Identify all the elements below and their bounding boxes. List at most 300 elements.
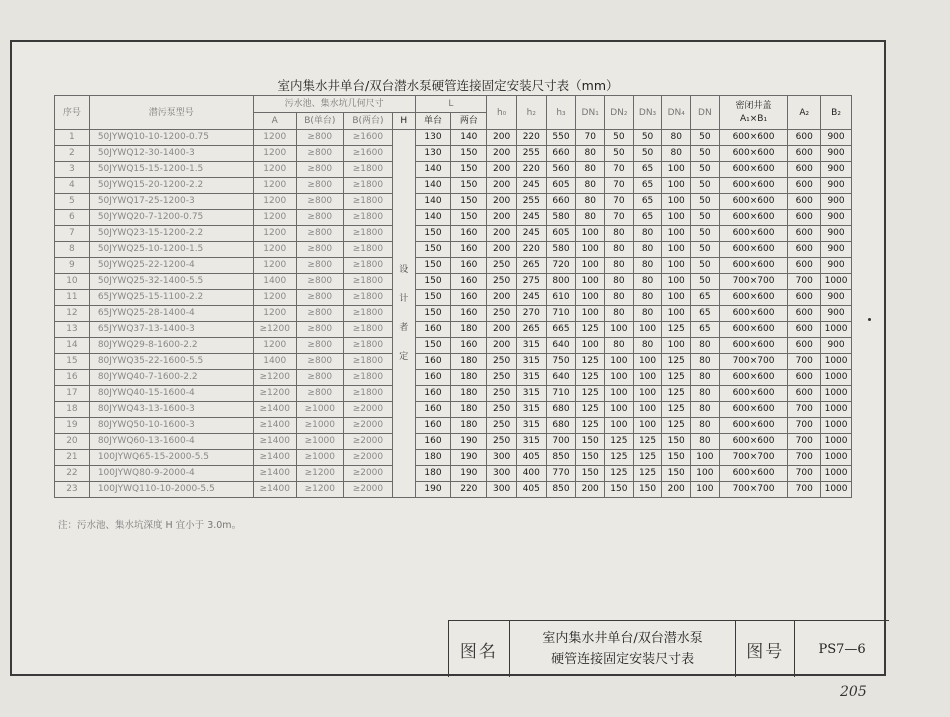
table-cell: 125 <box>576 386 605 402</box>
cell-pit-dim: 1200 <box>253 146 296 162</box>
cell-pit-dim: ≥800 <box>296 338 343 354</box>
table-cell: 600 <box>788 386 821 402</box>
table-cell: 150 <box>415 258 451 274</box>
table-cell: 255 <box>516 146 546 162</box>
table-cell: 200 <box>487 178 517 194</box>
spec-table <box>54 95 852 498</box>
table-cell: 600×600 <box>719 434 788 450</box>
table-cell: 600×600 <box>719 306 788 322</box>
table-cell: 200 <box>487 146 517 162</box>
table-cell: 150 <box>605 482 634 498</box>
table-cell: 700 <box>788 482 821 498</box>
table-cell: 80 <box>633 338 662 354</box>
table-cell: 160 <box>415 386 451 402</box>
table-cell: 150 <box>415 290 451 306</box>
drawing-name <box>542 628 702 670</box>
col-seq: 序号 <box>55 96 90 130</box>
col-H: H <box>393 113 416 130</box>
table-cell: 100 <box>662 338 691 354</box>
table-cell: 125 <box>633 450 662 466</box>
table-cell: 125 <box>662 354 691 370</box>
table-cell: 680 <box>546 402 576 418</box>
table-cell: 125 <box>662 370 691 386</box>
col-cover-line2: A₁×B₁ <box>739 113 768 124</box>
table-cell: 100 <box>662 274 691 290</box>
table-cell: 50 <box>691 178 720 194</box>
col-dn1: DN₁ <box>576 96 605 130</box>
cell-model: 50JYWQ25-32-1400-5.5 <box>89 274 253 290</box>
table-title: 室内集水井单台/双台潜水泵硬管连接固定安装尺寸表（mm） <box>277 78 619 93</box>
drawing-number: PS7—6 <box>818 641 866 657</box>
table-cell: 1000 <box>821 354 852 370</box>
cell-pit-dim: ≥800 <box>296 258 343 274</box>
table-cell: 600×600 <box>719 242 788 258</box>
table-cell: 150 <box>576 466 605 482</box>
cell-pit-dim: 1200 <box>253 130 296 146</box>
table-cell: 80 <box>576 210 605 226</box>
table-cell: 160 <box>451 290 487 306</box>
col-h2: h₂ <box>516 96 546 130</box>
cell-pit-dim: ≥1400 <box>253 418 296 434</box>
drawing-name-line1: 室内集水井单台/双台潜水泵 <box>542 631 703 646</box>
table-cell: 50 <box>691 130 720 146</box>
table-cell: 100 <box>662 306 691 322</box>
table-row <box>55 402 852 418</box>
table-body <box>55 130 852 498</box>
table-cell: 80 <box>605 274 634 290</box>
table-cell: 150 <box>662 450 691 466</box>
table-cell: 660 <box>546 194 576 210</box>
table-cell: 250 <box>487 434 517 450</box>
table-cell: 1000 <box>821 418 852 434</box>
cell-seq: 11 <box>55 290 90 306</box>
cell-pit-dim: ≥1800 <box>343 338 392 354</box>
cell-pit-dim: ≥1000 <box>296 434 343 450</box>
table-cell: 900 <box>821 338 852 354</box>
cell-model: 80JYWQ40-7-1600-2.2 <box>89 370 253 386</box>
table-cell: 100 <box>576 274 605 290</box>
cell-pit-dim: 1200 <box>253 226 296 242</box>
cell-pit-dim: ≥1800 <box>343 370 392 386</box>
table-cell: 245 <box>516 226 546 242</box>
table-cell: 1000 <box>821 274 852 290</box>
cell-pit-dim: ≥1800 <box>343 178 392 194</box>
table-cell: 80 <box>691 354 720 370</box>
table-cell: 50 <box>605 130 634 146</box>
table-cell: 50 <box>691 226 720 242</box>
cell-pit-dim: ≥800 <box>296 290 343 306</box>
table-note: 注：污水池、集水坑深度 H 宜小于 3.0m。 <box>58 520 242 531</box>
table-cell: 150 <box>633 482 662 498</box>
table-cell: 125 <box>576 418 605 434</box>
cell-pit-dim: ≥2000 <box>343 450 392 466</box>
cell-seq: 10 <box>55 274 90 290</box>
table-row <box>55 146 852 162</box>
table-cell: 600 <box>788 258 821 274</box>
cell-pit-dim: ≥1200 <box>296 466 343 482</box>
table-cell: 150 <box>662 466 691 482</box>
cell-seq: 8 <box>55 242 90 258</box>
cell-pit-dim: ≥1800 <box>343 242 392 258</box>
table-cell: 100 <box>576 226 605 242</box>
cell-pit-dim: ≥1800 <box>343 354 392 370</box>
cell-seq: 6 <box>55 210 90 226</box>
table-cell: 200 <box>576 482 605 498</box>
table-cell: 125 <box>576 370 605 386</box>
cell-seq: 17 <box>55 386 90 402</box>
cell-pit-dim: ≥800 <box>296 242 343 258</box>
table-cell: 600×600 <box>719 418 788 434</box>
table-cell: 250 <box>487 418 517 434</box>
cell-pit-dim: ≥2000 <box>343 434 392 450</box>
table-cell: 750 <box>546 354 576 370</box>
table-cell: 600×600 <box>719 194 788 210</box>
table-cell: 150 <box>451 178 487 194</box>
table-cell: 710 <box>546 386 576 402</box>
cell-model: 100JYWQ65-15-2000-5.5 <box>89 450 253 466</box>
table-cell: 600 <box>788 130 821 146</box>
cell-pit-dim: ≥1200 <box>296 482 343 498</box>
table-cell: 190 <box>451 450 487 466</box>
col-cover-line1: 密闭井盖 <box>735 100 772 111</box>
cell-seq: 22 <box>55 466 90 482</box>
table-cell: 65 <box>633 178 662 194</box>
cell-pit-dim: ≥2000 <box>343 402 392 418</box>
table-row <box>55 434 852 450</box>
table-cell: 150 <box>576 450 605 466</box>
table-row <box>55 418 852 434</box>
table-cell: 1000 <box>821 482 852 498</box>
table-cell: 80 <box>633 226 662 242</box>
table-row <box>55 226 852 242</box>
cell-seq: 3 <box>55 162 90 178</box>
table-cell: 100 <box>605 386 634 402</box>
cell-pit-dim: ≥800 <box>296 354 343 370</box>
table-cell: 600 <box>788 226 821 242</box>
table-cell: 50 <box>691 210 720 226</box>
cell-seq: 23 <box>55 482 90 498</box>
table-row <box>55 290 852 306</box>
table-cell: 200 <box>487 290 517 306</box>
table-cell: 700×700 <box>719 354 788 370</box>
col-dn4: DN₄ <box>662 96 691 130</box>
table-cell: 100 <box>633 370 662 386</box>
table-cell: 80 <box>576 194 605 210</box>
cell-seq: 19 <box>55 418 90 434</box>
cell-pit-dim: ≥1200 <box>253 322 296 338</box>
table-cell: 600×600 <box>719 322 788 338</box>
table-cell: 600×600 <box>719 258 788 274</box>
table-cell: 1000 <box>821 466 852 482</box>
table-cell: 125 <box>662 386 691 402</box>
cell-pit-dim: ≥1800 <box>343 162 392 178</box>
table-cell: 700 <box>788 466 821 482</box>
table-cell: 250 <box>487 306 517 322</box>
table-cell: 65 <box>633 210 662 226</box>
cell-pit-dim: 1200 <box>253 290 296 306</box>
table-cell: 900 <box>821 178 852 194</box>
table-cell: 160 <box>415 370 451 386</box>
table-cell: 220 <box>516 162 546 178</box>
table-cell: 665 <box>546 322 576 338</box>
table-cell: 80 <box>691 386 720 402</box>
table-cell: 100 <box>633 354 662 370</box>
table-cell: 50 <box>633 130 662 146</box>
table-cell: 250 <box>487 386 517 402</box>
title-block-name-label: 图名 <box>459 641 498 662</box>
table-cell: 100 <box>605 354 634 370</box>
table-cell: 50 <box>691 162 720 178</box>
table-cell: 125 <box>605 450 634 466</box>
table-cell: 605 <box>546 226 576 242</box>
table-cell: 140 <box>451 130 487 146</box>
col-h0: h₀ <box>487 96 517 130</box>
table-cell: 1000 <box>821 386 852 402</box>
table-cell: 100 <box>576 258 605 274</box>
cell-pit-dim: ≥2000 <box>343 482 392 498</box>
table-cell: 600 <box>788 322 821 338</box>
table-cell: 300 <box>487 466 517 482</box>
table-cell: 80 <box>633 258 662 274</box>
table-row <box>55 242 852 258</box>
cell-seq: 14 <box>55 338 90 354</box>
cell-pit-dim: 1200 <box>253 210 296 226</box>
cell-seq: 5 <box>55 194 90 210</box>
cell-model: 80JYWQ29-8-1600-2.2 <box>89 338 253 354</box>
table-cell: 250 <box>487 402 517 418</box>
table-cell: 250 <box>487 354 517 370</box>
table-cell: 125 <box>576 354 605 370</box>
table-cell: 405 <box>516 450 546 466</box>
table-cell: 400 <box>516 466 546 482</box>
table-cell: 150 <box>576 434 605 450</box>
col-A: A <box>253 113 296 130</box>
table-cell: 50 <box>691 242 720 258</box>
cell-pit-dim: ≥1800 <box>343 210 392 226</box>
table-cell: 80 <box>691 434 720 450</box>
table-row <box>55 130 852 146</box>
table-cell: 80 <box>576 146 605 162</box>
table-cell: 150 <box>415 306 451 322</box>
table-cell: 600 <box>788 338 821 354</box>
cell-pit-dim: ≥800 <box>296 210 343 226</box>
cell-model: 50JYWQ12-30-1400-3 <box>89 146 253 162</box>
table-cell: 125 <box>662 322 691 338</box>
table-cell: 160 <box>451 242 487 258</box>
table-cell: 100 <box>662 242 691 258</box>
cell-model: 50JYWQ15-15-1200-1.5 <box>89 162 253 178</box>
col-dn: DN <box>691 96 720 130</box>
table-cell: 220 <box>516 130 546 146</box>
table-cell: 700 <box>788 274 821 290</box>
cell-seq: 15 <box>55 354 90 370</box>
table-cell: 160 <box>451 258 487 274</box>
cell-pit-dim: ≥2000 <box>343 418 392 434</box>
table-cell: 100 <box>662 210 691 226</box>
table-cell: 640 <box>546 370 576 386</box>
cell-seq: 20 <box>55 434 90 450</box>
table-cell: 600 <box>788 162 821 178</box>
cell-pit-dim: 1200 <box>253 162 296 178</box>
cell-model: 80JYWQ35-22-1600-5.5 <box>89 354 253 370</box>
col-B-double: B(两台) <box>343 113 392 130</box>
table-row <box>55 386 852 402</box>
cell-pit-dim: 1200 <box>253 306 296 322</box>
table-cell: 600 <box>788 146 821 162</box>
table-cell: 315 <box>516 354 546 370</box>
table-cell: 600×600 <box>719 386 788 402</box>
table-row <box>55 354 852 370</box>
table-cell: 1000 <box>821 434 852 450</box>
table-cell: 50 <box>633 146 662 162</box>
table-cell: 100 <box>691 482 720 498</box>
table-cell: 900 <box>821 130 852 146</box>
table-cell: 900 <box>821 306 852 322</box>
title-block <box>448 620 889 677</box>
table-row <box>55 370 852 386</box>
cell-pit-dim: ≥1800 <box>343 386 392 402</box>
table-cell: 315 <box>516 418 546 434</box>
table-cell: 80 <box>605 258 634 274</box>
cell-pit-dim: ≥1400 <box>253 450 296 466</box>
table-cell: 220 <box>516 242 546 258</box>
table-cell: 900 <box>821 162 852 178</box>
table-cell: 125 <box>662 402 691 418</box>
table-row <box>55 482 852 498</box>
table-cell: 600 <box>788 370 821 386</box>
table-cell: 250 <box>487 258 517 274</box>
table-cell: 200 <box>487 194 517 210</box>
cell-seq: 4 <box>55 178 90 194</box>
table-cell: 600×600 <box>719 370 788 386</box>
table-cell: 160 <box>451 226 487 242</box>
col-model: 潜污泵型号 <box>89 96 253 130</box>
table-cell: 200 <box>487 210 517 226</box>
table-cell: 70 <box>605 194 634 210</box>
cell-pit-dim: ≥1400 <box>253 434 296 450</box>
cell-pit-dim: ≥800 <box>296 386 343 402</box>
table-cell: 640 <box>546 338 576 354</box>
table-cell: 125 <box>633 466 662 482</box>
cell-pit-dim: ≥1400 <box>253 482 296 498</box>
table-cell: 150 <box>415 242 451 258</box>
cell-seq: 1 <box>55 130 90 146</box>
table-cell: 770 <box>546 466 576 482</box>
table-cell: 1000 <box>821 322 852 338</box>
cell-pit-dim: 1200 <box>253 194 296 210</box>
table-cell: 220 <box>451 482 487 498</box>
cell-pit-dim: ≥1000 <box>296 418 343 434</box>
table-cell: 160 <box>415 354 451 370</box>
table-cell: 80 <box>691 370 720 386</box>
col-pit-dim: 污水池、集水坑几何尺寸 <box>253 96 415 113</box>
cell-model: 80JYWQ60-13-1600-4 <box>89 434 253 450</box>
table-cell: 600×600 <box>719 146 788 162</box>
page-number: 205 <box>840 684 867 700</box>
table-cell: 245 <box>516 210 546 226</box>
table-cell: 580 <box>546 210 576 226</box>
table-cell: 700×700 <box>719 274 788 290</box>
table-cell: 900 <box>821 226 852 242</box>
table-cell: 900 <box>821 290 852 306</box>
table-cell: 250 <box>487 274 517 290</box>
table-cell: 600 <box>788 242 821 258</box>
table-cell: 150 <box>415 338 451 354</box>
table-cell: 720 <box>546 258 576 274</box>
table-cell: 125 <box>662 418 691 434</box>
table-cell: 680 <box>546 418 576 434</box>
table-cell: 275 <box>516 274 546 290</box>
table-cell: 80 <box>605 306 634 322</box>
table-row <box>55 306 852 322</box>
col-a2: A₂ <box>788 96 821 130</box>
cell-model: 80JYWQ50-10-1600-3 <box>89 418 253 434</box>
H-label-char: 计 <box>399 293 409 304</box>
table-cell: 80 <box>633 290 662 306</box>
table-cell: 80 <box>691 402 720 418</box>
table-cell: 125 <box>576 402 605 418</box>
cell-pit-dim: ≥800 <box>296 194 343 210</box>
table-cell: 65 <box>691 322 720 338</box>
cell-seq: 16 <box>55 370 90 386</box>
table-cell: 100 <box>662 178 691 194</box>
cell-model: 50JYWQ25-10-1200-1.5 <box>89 242 253 258</box>
table-cell: 160 <box>415 322 451 338</box>
cell-pit-dim: ≥800 <box>296 178 343 194</box>
cell-pit-dim: ≥1200 <box>253 386 296 402</box>
table-cell: 600 <box>788 178 821 194</box>
table-cell: 100 <box>633 418 662 434</box>
table-cell: 700 <box>788 354 821 370</box>
cell-seq: 18 <box>55 402 90 418</box>
table-cell: 160 <box>415 434 451 450</box>
cell-model: 50JYWQ25-22-1200-4 <box>89 258 253 274</box>
col-h3: h₃ <box>546 96 576 130</box>
table-cell: 700×700 <box>719 482 788 498</box>
table-cell: 900 <box>821 242 852 258</box>
cell-pit-dim: ≥1800 <box>343 274 392 290</box>
table-cell: 600 <box>788 210 821 226</box>
col-dn2: DN₂ <box>605 96 634 130</box>
table-cell: 180 <box>451 370 487 386</box>
cell-model: 50JYWQ20-7-1200-0.75 <box>89 210 253 226</box>
title-block-number-cell <box>795 621 889 677</box>
table-cell: 80 <box>633 274 662 290</box>
table-cell: 150 <box>451 210 487 226</box>
table-cell: 80 <box>662 130 691 146</box>
table-cell: 130 <box>415 146 451 162</box>
table-cell: 700 <box>788 434 821 450</box>
table-cell: 200 <box>487 322 517 338</box>
cell-model: 65JYWQ25-28-1400-4 <box>89 306 253 322</box>
cell-pit-dim: ≥800 <box>296 274 343 290</box>
cell-pit-dim: ≥1800 <box>343 306 392 322</box>
table-cell: 900 <box>821 194 852 210</box>
table-cell: 65 <box>691 306 720 322</box>
table-cell: 315 <box>516 386 546 402</box>
table-cell: 140 <box>415 162 451 178</box>
table-cell: 125 <box>605 466 634 482</box>
table-cell: 160 <box>415 418 451 434</box>
table-cell: 80 <box>576 178 605 194</box>
header-row-1 <box>55 96 852 113</box>
table-cell: 150 <box>662 434 691 450</box>
title-block-number-label-cell <box>736 621 795 677</box>
cell-model: 50JYWQ10-10-1200-0.75 <box>89 130 253 146</box>
table-cell: 100 <box>662 258 691 274</box>
table-cell: 80 <box>605 242 634 258</box>
cell-model: 50JYWQ15-20-1200-2.2 <box>89 178 253 194</box>
